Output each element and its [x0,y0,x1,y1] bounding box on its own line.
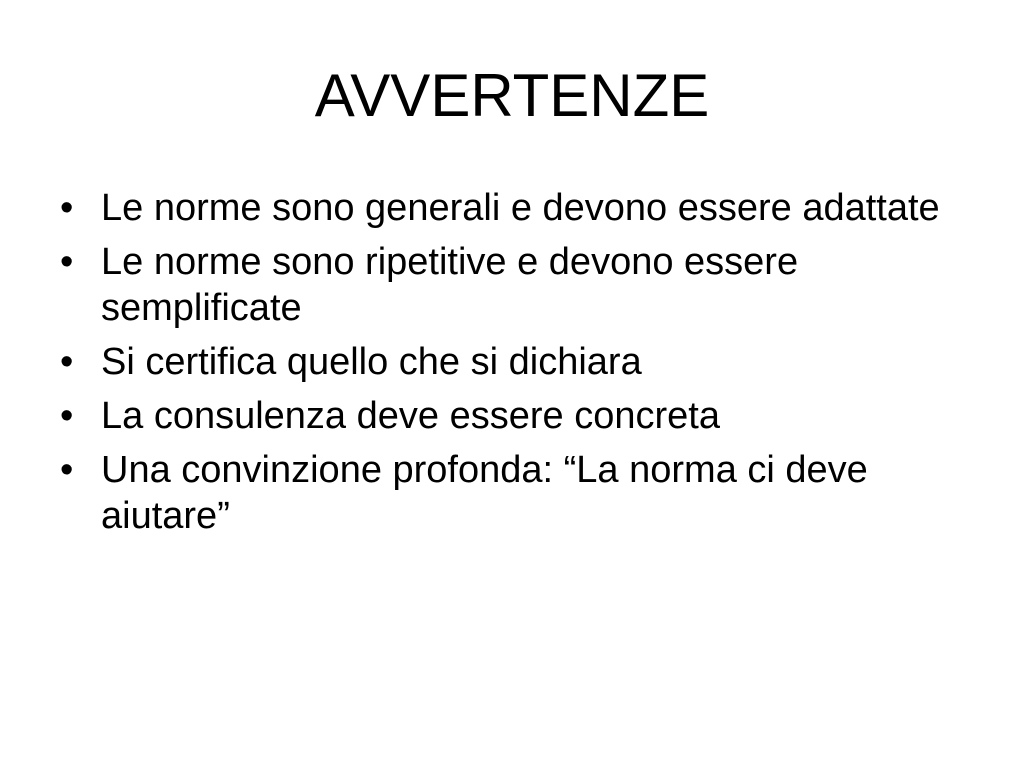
bullet-item-semplificare [60,239,960,331]
bullet-item-consulenza [60,393,960,439]
bullet-item-adattare [60,185,960,231]
bullet-text: Le norme sono generali e devono essere adattate [101,187,940,229]
bullet-text: Si certifica quello che si dichiara [101,341,642,383]
bullet-text: Le norme sono ripetitive e devono essere semplificate [101,241,799,329]
bullet-list [60,185,960,547]
bullet-dot-icon: • [60,449,74,491]
slide-title: AVVERTENZE [314,62,710,129]
bullet-dot-icon: • [60,187,74,229]
bullet-text: Una convinzione profonda: “La norma ci deve aiutare” [101,449,868,537]
bullet-dot-icon: • [60,341,74,383]
bullet-item-convinzione [60,447,960,539]
bullet-item-certifica [60,339,960,385]
bullet-dot-icon: • [60,395,74,437]
bullet-dot-icon: • [60,241,74,283]
bullet-text: La consulenza deve essere concreta [101,395,720,437]
